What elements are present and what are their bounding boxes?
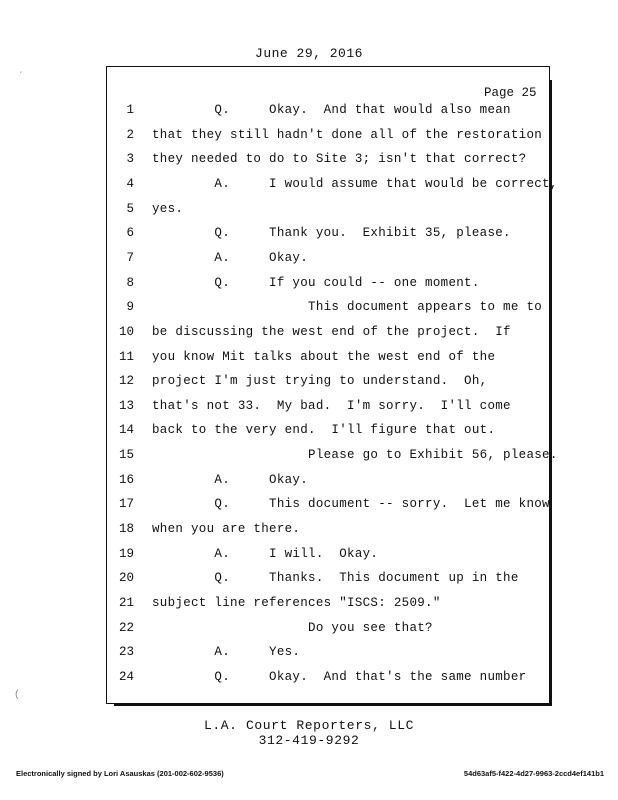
line-number: 2 — [126, 128, 134, 142]
line-number: 11 — [118, 350, 134, 364]
transcript-line-text: subject line references "ISCS: 2509." — [152, 596, 441, 610]
transcript-line-text: yes. — [152, 202, 184, 216]
transcript-line-text: Please go to Exhibit 56, please. — [152, 448, 558, 462]
document-hash: 54d63af5-f422-4d27-9963-2ccd4ef141b1 — [463, 769, 604, 778]
line-number: 12 — [118, 374, 134, 388]
transcript-line-text: Q. Thank you. Exhibit 35, please. — [152, 226, 511, 240]
transcript-line-text: A. Okay. — [152, 251, 309, 265]
line-number: 4 — [126, 177, 134, 191]
transcript-line-text: A. Yes. — [152, 645, 301, 659]
transcript-line-text: Q. If you could -- one moment. — [152, 276, 480, 290]
transcript-line-text: This document appears to me to — [152, 300, 543, 314]
line-number: 17 — [118, 497, 134, 511]
reporter-phone: 312-419-9292 — [258, 733, 360, 748]
line-number: 18 — [118, 522, 134, 536]
line-number: 10 — [118, 325, 134, 339]
transcript-line-text: when you are there. — [152, 522, 301, 536]
line-number: 22 — [118, 621, 134, 635]
transcript-line-text: you know Mit talks about the west end of the — [152, 350, 496, 364]
line-number: 6 — [126, 226, 134, 240]
line-number: 3 — [126, 152, 134, 166]
line-number: 7 — [126, 251, 134, 265]
transcript-line-text: A. I would assume that would be correct, — [152, 177, 558, 191]
line-number: 13 — [118, 399, 134, 413]
transcript-line-text: A. I will. Okay. — [152, 547, 379, 561]
line-number: 9 — [126, 300, 134, 314]
line-number: 24 — [118, 670, 134, 684]
transcript-line-text: be discussing the west end of the project. If — [152, 325, 511, 339]
frame-shadow-bottom — [114, 703, 552, 706]
transcript-date: June 29, 2016 — [255, 46, 363, 61]
transcript-line-text: back to the very end. I'll figure that out. — [152, 423, 496, 437]
line-number: 5 — [126, 202, 134, 216]
line-number: 1 — [126, 103, 134, 117]
scan-mark: ( — [14, 690, 21, 701]
transcript-line-text: that's not 33. My bad. I'm sorry. I'll come — [152, 399, 511, 413]
electronic-signature-note: Electronically signed by Lori Asauskas (201-002-602-9536) — [16, 769, 224, 778]
transcript-line-text: Do you see that? — [152, 621, 433, 635]
transcript-line-text: that they still hadn't done all of the restoration — [152, 128, 543, 142]
transcript-line-text: Q. Okay. And that would also mean — [152, 103, 511, 117]
transcript-line-text: project I'm just trying to understand. Oh, — [152, 374, 488, 388]
scan-mark: ˊ — [18, 72, 25, 83]
reporter-company: L.A. Court Reporters, LLC — [203, 718, 415, 733]
frame-shadow-right — [549, 80, 552, 706]
line-number: 8 — [126, 276, 134, 290]
line-number: 21 — [118, 596, 134, 610]
transcript-line-text: they needed to do to Site 3; isn't that correct? — [152, 152, 527, 166]
line-number: 16 — [118, 473, 134, 487]
transcript-line-text: A. Okay. — [152, 473, 309, 487]
transcript-line-text: Q. Thanks. This document up in the — [152, 571, 519, 585]
transcript-line-text: Q. This document -- sorry. Let me know — [152, 497, 550, 511]
line-number: 19 — [118, 547, 134, 561]
line-number: 15 — [118, 448, 134, 462]
transcript-line-text: Q. Okay. And that's the same number — [152, 670, 527, 684]
line-number: 23 — [118, 645, 134, 659]
page-number: Page 25 — [484, 86, 537, 100]
line-number: 20 — [118, 571, 134, 585]
line-number: 14 — [118, 423, 134, 437]
